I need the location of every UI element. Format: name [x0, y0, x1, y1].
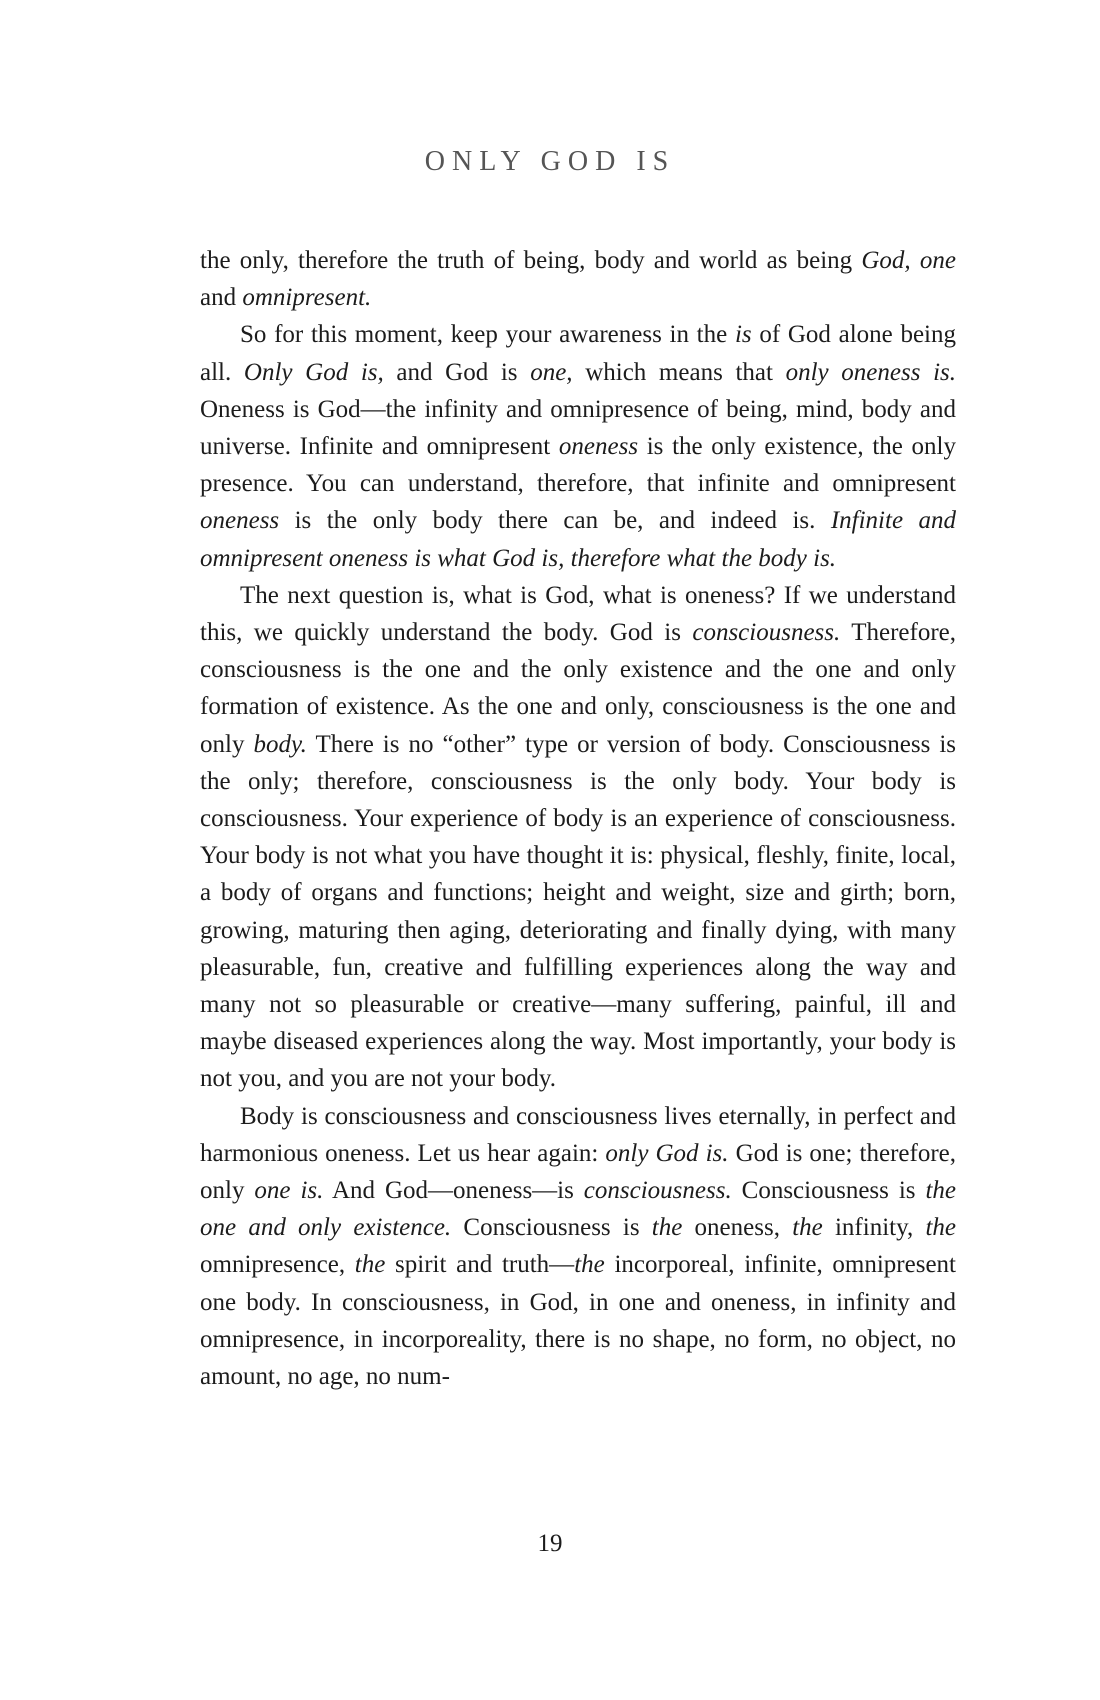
paragraph-1 [200, 242, 956, 316]
italic-run: the [574, 1251, 605, 1279]
text-run: And God—oneness—is [323, 1177, 584, 1205]
text-run [911, 247, 920, 274]
italic-run: only God is. [605, 1139, 729, 1167]
text-run: incorporeal, infinite, omnipresent one body. In consciousness, in God, in one and oneness, in infinity and omnipresence, in incorporeality, there is no shape, no form, no object, no amount, no age, no num- [200, 1251, 956, 1391]
running-head: ONLY GOD IS [424, 146, 676, 177]
italic-run: one, [530, 358, 573, 386]
text-run: So for this moment, keep your awareness in the [240, 321, 735, 349]
italic-run: consciousness. [583, 1177, 732, 1205]
text-run: omnipresence, [200, 1251, 355, 1279]
italic-run: God, [861, 247, 911, 274]
text-run: spirit and truth— [385, 1251, 575, 1279]
italic-run: the [651, 1214, 683, 1242]
text-run: oneness, [682, 1214, 793, 1242]
italic-run: one [919, 247, 956, 274]
text-run: infinity, [822, 1214, 926, 1242]
text-run: The next question is, what is God, what is oneness? If we understand this, we quickly understand the body. God is [200, 581, 956, 647]
italic-run: body. [253, 730, 307, 758]
italic-run: the [925, 1214, 956, 1242]
italic-run: is [734, 321, 752, 349]
text-run: God is one; therefore, only [200, 1139, 956, 1205]
italic-run: the one and only existence. [200, 1177, 957, 1242]
paragraph-3 [200, 577, 956, 1098]
italic-run: omnipresent. [242, 284, 372, 312]
paragraph-4 [200, 1098, 956, 1396]
page-number: 19 [537, 1530, 563, 1557]
text-run: and [200, 284, 243, 312]
italic-run: Only God is, [243, 358, 384, 386]
italic-run: the [354, 1251, 386, 1279]
italic-run: oneness [200, 507, 280, 535]
italic-run: one is. [254, 1177, 324, 1205]
italic-run: only oneness is. [785, 358, 957, 386]
text-run: is the only body there can be, and indeed is. [279, 507, 831, 535]
text-run: the only, therefore the truth of being, body and world as being [200, 247, 862, 274]
italic-run: Infinite and omnipresent oneness is what God is, therefore what the body is. [200, 507, 956, 572]
text-run: Consciousness is [451, 1214, 652, 1242]
text-run: There is no “other” type or version of body. Consciousness is the only; therefore, consciousness is the only body. Your body is consciousness. Your experience of body is an experience of consciousness. Your body is not what you have thought it is: physical, fleshly, finite, local, a body of organs and functions; height and weight, size and girth; born, growing, maturing then aging, deteriorating and finally dying, with many pleasurable, fun, creative and fulfilling experiences along the way and many not so pleasurable or creative—many suffering, painful, ill and maybe diseased experiences along the way. Most importantly, your body is not you, and you are not your body. [200, 730, 956, 1093]
text-run: Consciousness is [731, 1177, 926, 1205]
text-run: Body is consciousness and consciousness lives eternally, in perfect and harmonious oneness. Let us hear again: [200, 1102, 956, 1167]
italic-run: the [792, 1214, 823, 1242]
text-run: which means that [572, 358, 786, 386]
text-run: is the only existence, the only presence. You can understand, therefore, that infinite and omnipresent [200, 433, 956, 498]
italic-run: consciousness. [692, 619, 841, 647]
body-text [200, 242, 956, 1395]
italic-run: oneness [558, 433, 639, 461]
text-run: and God is [383, 358, 531, 386]
text-run: Oneness is God—the infinity and omnipresence of being, mind, body and universe. Infinite and omnipresent [200, 395, 956, 461]
text-run: Therefore, consciousness is the one and the only existence and the one and only formation of existence. As the one and only, consciousness is the one and only [200, 619, 956, 758]
paragraph-2 [200, 316, 956, 576]
text-run: of God alone being all. [200, 321, 957, 386]
